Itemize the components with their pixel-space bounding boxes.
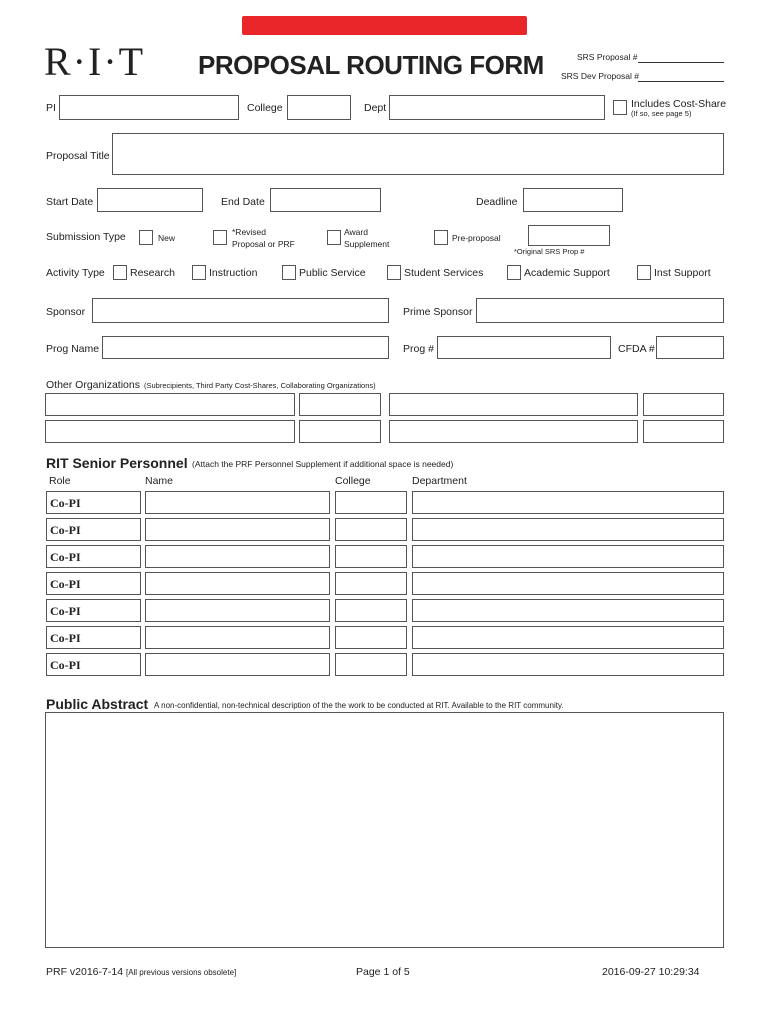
college-cell[interactable] — [335, 545, 407, 568]
deadline-label: Deadline — [476, 196, 518, 208]
footer-timestamp: 2016-09-27 10:29:34 — [602, 966, 700, 978]
department-cell[interactable] — [412, 491, 724, 514]
department-cell[interactable] — [412, 653, 724, 676]
student-services-label: Student Services — [404, 267, 484, 279]
other-org-2-field[interactable] — [389, 393, 638, 416]
other-org-1-role-field[interactable] — [299, 393, 381, 416]
col-name-header: Name — [145, 475, 174, 487]
abstract-title: Public Abstract — [46, 696, 149, 712]
new-label: New — [158, 233, 176, 243]
personnel-note: (Attach the PRF Personnel Supplement if additional space is needed) — [192, 459, 454, 469]
name-cell[interactable] — [145, 626, 330, 649]
start-date-label: Start Date — [46, 196, 94, 208]
pi-field[interactable] — [59, 95, 239, 120]
deadline-field[interactable] — [523, 188, 623, 212]
department-cell[interactable] — [412, 599, 724, 622]
obsolete-note: [All previous versions obsolete] — [125, 968, 237, 977]
award-label-line1: Award — [344, 227, 368, 237]
other-org-2-role-field[interactable] — [643, 393, 724, 416]
col-college-header: College — [335, 475, 371, 487]
inst-support-label: Inst Support — [654, 267, 711, 279]
srs-proposal-field[interactable] — [638, 62, 724, 63]
public-service-label: Public Service — [299, 267, 366, 279]
college-label: College — [247, 102, 283, 114]
department-cell[interactable] — [412, 572, 724, 595]
sponsor-label: Sponsor — [46, 306, 86, 318]
academic-support-checkbox[interactable] — [507, 265, 521, 280]
proposal-title-label: Proposal Title — [46, 150, 110, 162]
college-cell[interactable] — [335, 518, 407, 541]
proposal-title-field[interactable] — [112, 133, 724, 175]
other-org-3-field[interactable] — [45, 420, 295, 443]
role-cell[interactable]: Co-PI — [46, 653, 141, 676]
preproposal-label: Pre-proposal — [452, 233, 501, 243]
revised-label-line2: Proposal or PRF — [232, 239, 295, 249]
other-orgs-label: Other Organizations — [46, 379, 140, 391]
name-cell[interactable] — [145, 599, 330, 622]
award-supplement-checkbox[interactable] — [327, 230, 341, 245]
research-label: Research — [130, 267, 175, 279]
footer-page-number: Page 1 of 5 — [356, 966, 410, 978]
pi-label: PI — [46, 102, 56, 114]
prog-num-field[interactable] — [437, 336, 611, 359]
college-cell[interactable] — [335, 572, 407, 595]
name-cell[interactable] — [145, 572, 330, 595]
other-org-4-role-field[interactable] — [643, 420, 724, 443]
dept-field[interactable] — [389, 95, 605, 120]
abstract-field[interactable] — [45, 712, 724, 948]
name-cell[interactable] — [145, 491, 330, 514]
cost-share-note: (If so, see page 5) — [631, 109, 692, 118]
prog-name-label: Prog Name — [46, 343, 100, 355]
instruction-label: Instruction — [209, 267, 258, 279]
original-srs-label: *Original SRS Prop # — [514, 247, 585, 256]
dept-label: Dept — [364, 102, 387, 114]
role-cell[interactable]: Co-PI — [46, 599, 141, 622]
college-cell[interactable] — [335, 599, 407, 622]
new-checkbox[interactable] — [139, 230, 153, 245]
srs-proposal-label: SRS Proposal # — [577, 52, 638, 62]
rit-logo: R·I·T — [44, 39, 146, 84]
revised-checkbox[interactable] — [213, 230, 227, 245]
role-cell[interactable]: Co-PI — [46, 545, 141, 568]
prime-sponsor-label: Prime Sponsor — [403, 306, 473, 318]
name-cell[interactable] — [145, 653, 330, 676]
col-department-header: Department — [412, 475, 467, 487]
award-label-line2: Supplement — [344, 239, 390, 249]
role-cell[interactable]: Co-PI — [46, 626, 141, 649]
srs-dev-proposal-field[interactable] — [638, 81, 724, 82]
sponsor-field[interactable] — [92, 298, 389, 323]
other-org-4-field[interactable] — [389, 420, 638, 443]
footer-version — [46, 966, 236, 978]
cfda-field[interactable] — [656, 336, 724, 359]
cost-share-label: Includes Cost-Share — [631, 98, 727, 110]
prog-name-field[interactable] — [102, 336, 389, 359]
role-cell[interactable]: Co-PI — [46, 572, 141, 595]
role-cell[interactable]: Co-PI — [46, 518, 141, 541]
college-field[interactable] — [287, 95, 351, 120]
department-cell[interactable] — [412, 545, 724, 568]
srs-dev-proposal-label: SRS Dev Proposal # — [561, 71, 639, 81]
other-orgs-note: (Subrecipients, Third Party Cost-Shares, Collaborating Organizations) — [144, 381, 376, 390]
end-date-label: End Date — [221, 196, 265, 208]
version-text: PRF v2016-7-14 — [46, 966, 124, 978]
research-checkbox[interactable] — [113, 265, 127, 280]
academic-support-label: Academic Support — [524, 267, 610, 279]
name-cell[interactable] — [145, 518, 330, 541]
cfda-label: CFDA # — [618, 343, 655, 355]
college-cell[interactable] — [335, 491, 407, 514]
other-org-3-role-field[interactable] — [299, 420, 381, 443]
college-cell[interactable] — [335, 626, 407, 649]
preproposal-checkbox[interactable] — [434, 230, 448, 245]
role-cell[interactable]: Co-PI — [46, 491, 141, 514]
name-cell[interactable] — [145, 545, 330, 568]
public-service-checkbox[interactable] — [282, 265, 296, 280]
submission-type-label: Submission Type — [46, 231, 126, 243]
cost-share-checkbox[interactable] — [613, 100, 627, 115]
activity-type-label: Activity Type — [46, 267, 105, 279]
abstract-note: A non-confidential, non-technical description of the the work to be conducted at RIT. Available to the RIT community. — [154, 701, 564, 710]
personnel-title: RIT Senior Personnel — [46, 455, 188, 471]
other-org-1-field[interactable] — [45, 393, 295, 416]
instruction-checkbox[interactable] — [192, 265, 206, 280]
student-services-checkbox[interactable] — [387, 265, 401, 280]
prog-num-label: Prog # — [403, 343, 434, 355]
department-cell[interactable] — [412, 518, 724, 541]
start-date-field[interactable] — [97, 188, 203, 212]
end-date-field[interactable] — [270, 188, 381, 212]
form-title: PROPOSAL ROUTING FORM — [198, 50, 544, 80]
department-cell[interactable] — [412, 626, 724, 649]
prime-sponsor-field[interactable] — [476, 298, 724, 323]
header-red-bar — [242, 16, 527, 35]
col-role-header: Role — [49, 475, 71, 487]
inst-support-checkbox[interactable] — [637, 265, 651, 280]
college-cell[interactable] — [335, 653, 407, 676]
original-srs-field[interactable] — [528, 225, 610, 246]
revised-label-line1: *Revised — [232, 227, 267, 237]
